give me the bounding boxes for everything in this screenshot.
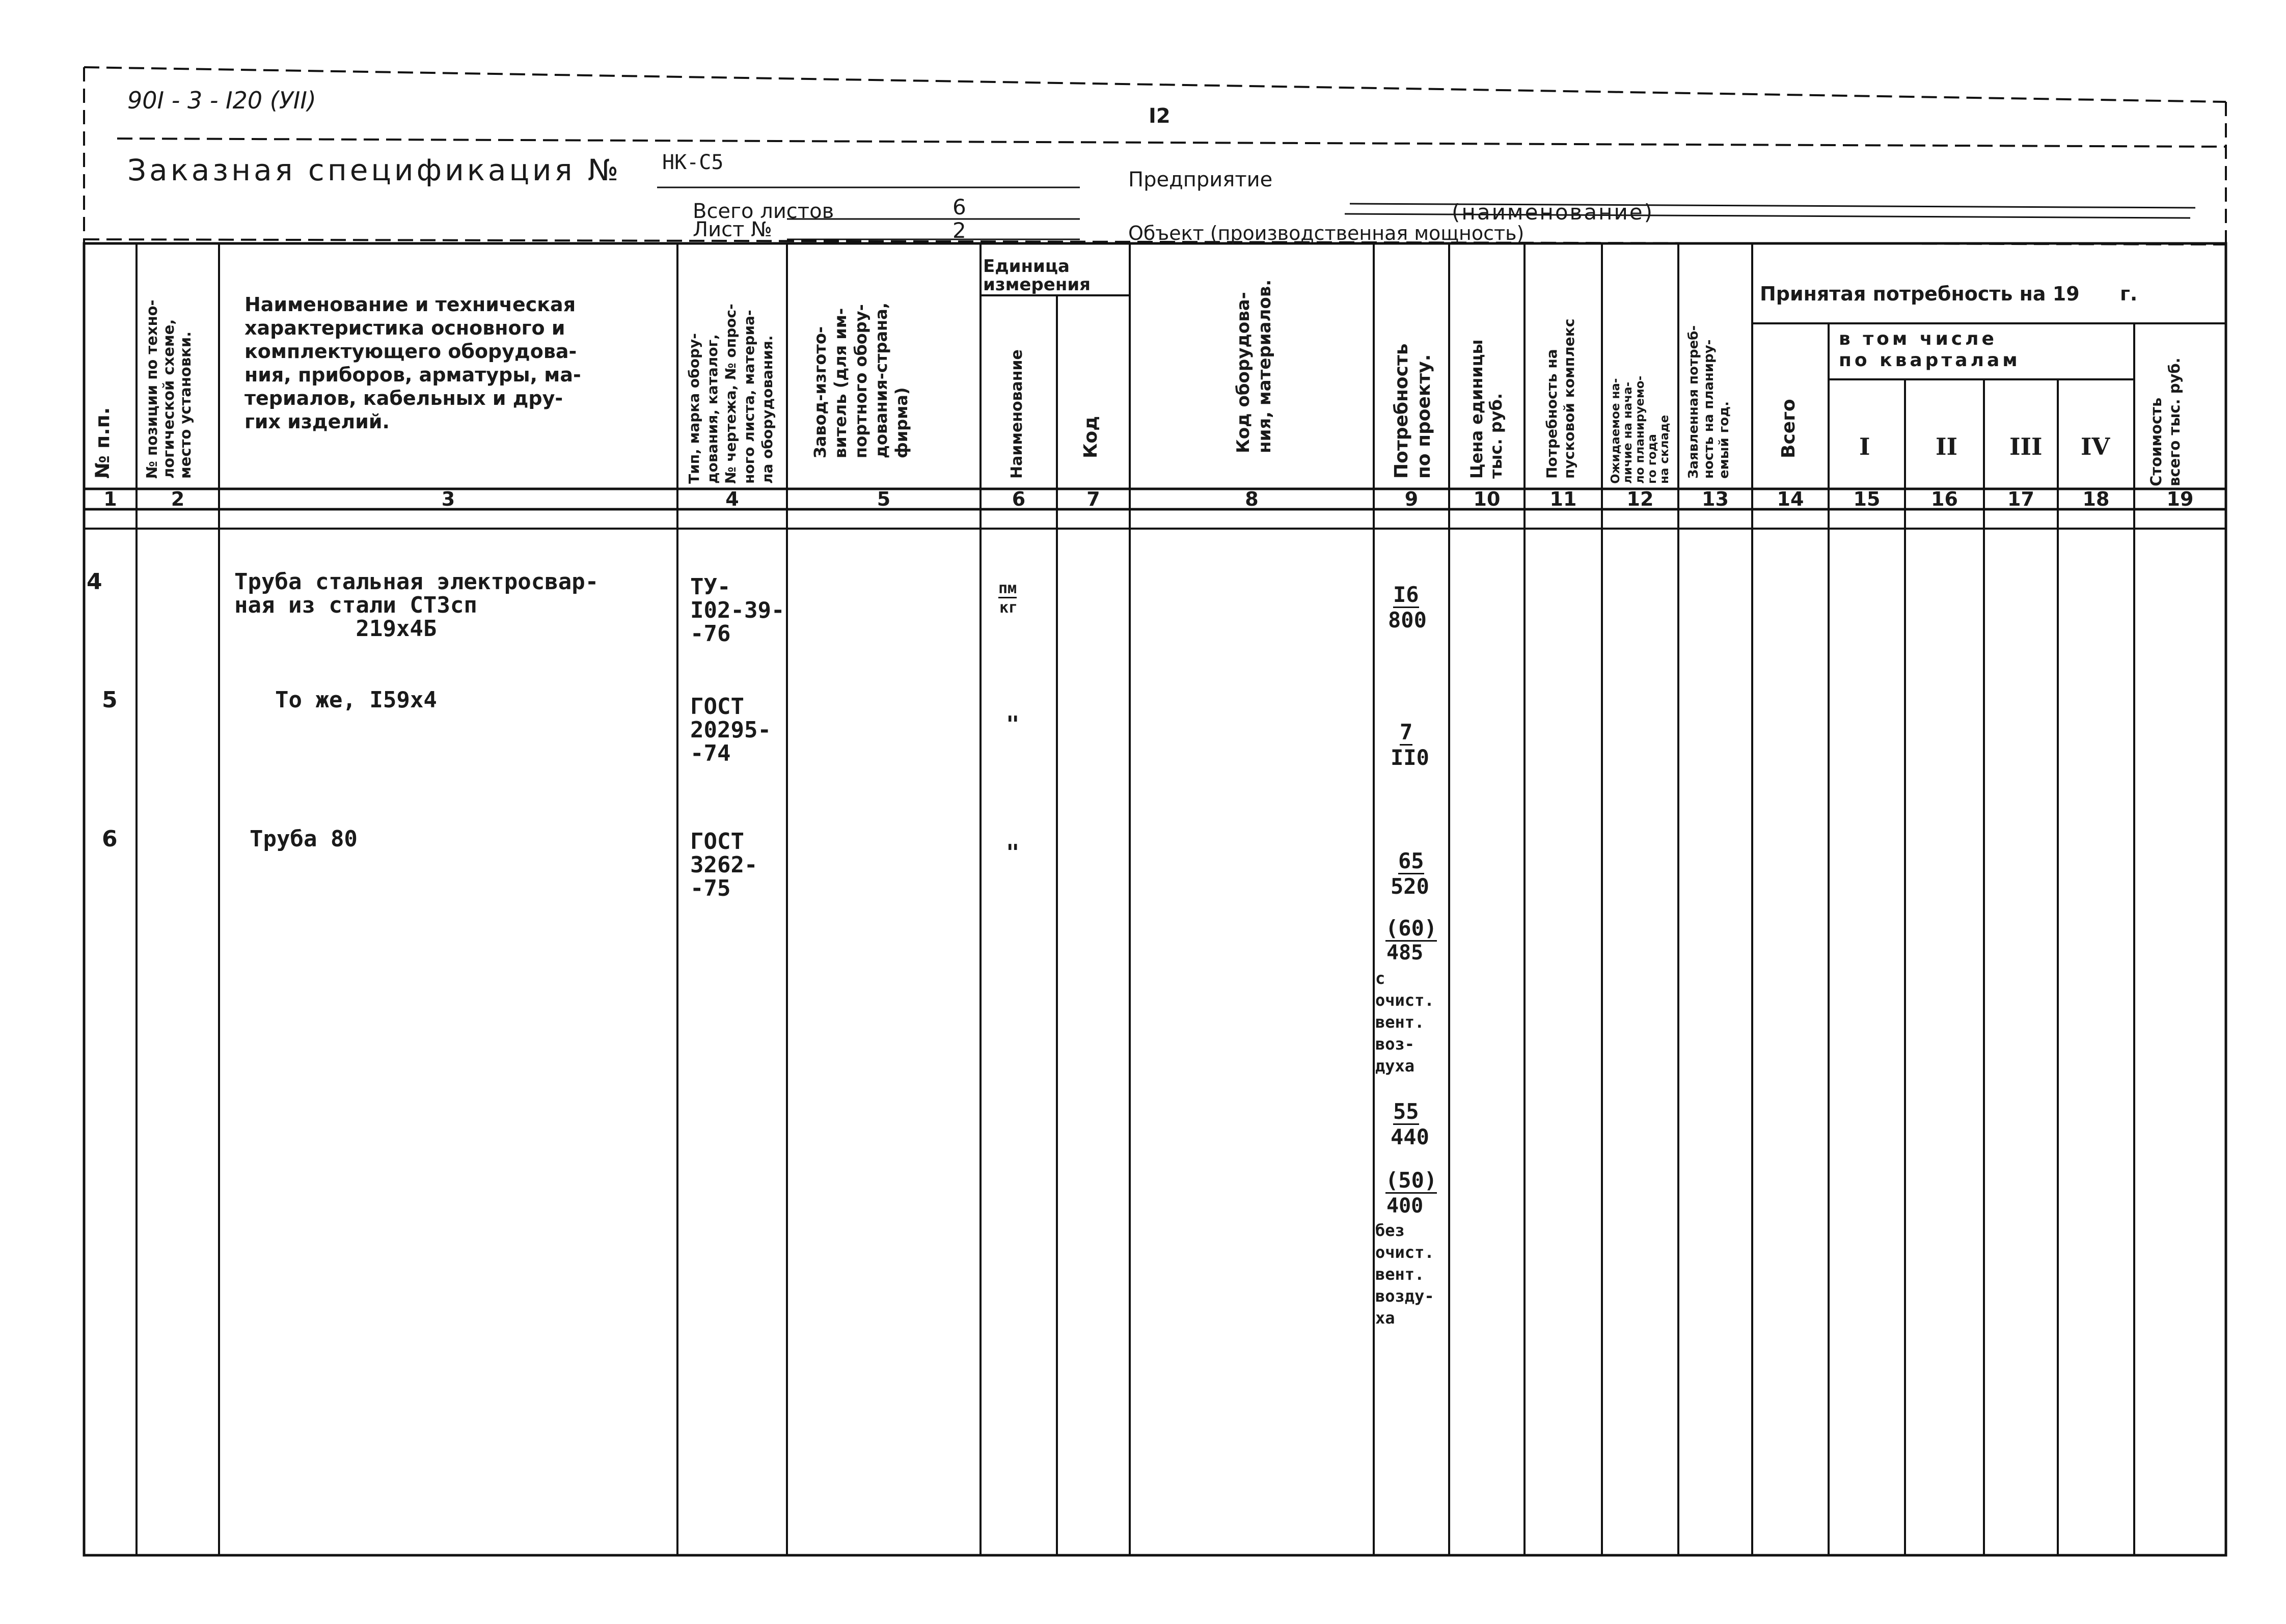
col-number-14: 14 — [1777, 488, 1804, 510]
row-number: 4 — [87, 569, 102, 595]
item-type: ТУ- I02-39- -76 — [690, 574, 785, 647]
header-c19: Стоимость всего тыс. руб. — [2147, 357, 2183, 486]
item-type: ГОСТ 20295- -74 — [690, 694, 771, 766]
header-q2: II — [1936, 433, 1958, 460]
header-c6: Наименование — [1008, 349, 1026, 479]
col-number-1: 1 — [103, 488, 117, 510]
need-top: I6 — [1393, 582, 1419, 607]
header-c8: Код оборудова- ния, материалов. — [1233, 279, 1275, 453]
item-name: Труба 80 — [250, 826, 358, 852]
unit: " — [1006, 711, 1020, 737]
note-without-cleaning: без очист. вент. возду- ха — [1375, 1221, 1434, 1328]
col-number-8: 8 — [1245, 488, 1259, 510]
header-q4: IV — [2081, 433, 2110, 460]
header-q3: III — [2009, 433, 2043, 460]
unit-top: пм — [998, 580, 1017, 597]
need-bottom: 520 — [1391, 874, 1429, 899]
unit-bottom: кг — [999, 599, 1018, 617]
header-c4: Тип, марка обору- дования, каталог, № чертежа, № опрос- ного листа, материа- ла оборудования. — [686, 304, 776, 484]
enterprise-label: Предприятие — [1128, 168, 1273, 191]
col-number-7: 7 — [1086, 488, 1100, 510]
header-c2: № позиции по техно- логической схеме, место установки. — [143, 299, 194, 479]
name-note: (наименование) — [1452, 200, 1654, 225]
header-c7: Код — [1080, 416, 1101, 458]
header-c13: Заявленная потреб- ность на планиру- емый год. — [1686, 325, 1732, 479]
header-c12: Ожидаемое на- личие на нача- ло планируемо- го года на складе — [1609, 375, 1671, 484]
header-quarters: в том числе по кварталам — [1839, 328, 2021, 371]
col-number-4: 4 — [725, 488, 739, 510]
col-number-18: 18 — [2082, 488, 2110, 510]
header-accepted: Принятая потребность на 19 г. — [1760, 283, 2138, 305]
col-number-19: 19 — [2166, 488, 2194, 510]
col-number-3: 3 — [441, 488, 455, 510]
doc-code: 90I - 3 - I20 (УII) — [127, 87, 316, 114]
object-label: Объект (производственная мощность) — [1128, 222, 1525, 244]
header-c11: Потребность на пусковой комплекс — [1543, 318, 1577, 479]
col-number-15: 15 — [1853, 488, 1881, 510]
row-number: 6 — [102, 826, 118, 852]
header-c3: Наименование и техническая характеристика основного и комплектующего оборудова- ния, приборов, арматуры, ма- териалов, кабельных и дру- гих изделий. — [244, 293, 581, 433]
form-title: Заказная спецификация № — [127, 153, 622, 187]
page-number: I2 — [1149, 104, 1171, 128]
col-number-10: 10 — [1473, 488, 1501, 510]
need-b-top: 55 — [1393, 1099, 1419, 1124]
need-alt-top: (60) — [1385, 916, 1437, 941]
col-number-16: 16 — [1931, 488, 1958, 510]
note-with-cleaning: с очист. вент. воз- духа — [1375, 969, 1434, 1076]
need-bottom: II0 — [1391, 745, 1429, 770]
need-top: 65 — [1398, 848, 1424, 873]
need-b-bottom: 440 — [1391, 1124, 1429, 1149]
col-number-9: 9 — [1404, 488, 1419, 510]
need-top: 7 — [1400, 720, 1413, 745]
col-number-11: 11 — [1549, 488, 1577, 510]
sheet-number: 2 — [953, 218, 966, 243]
need-c-bottom: 400 — [1386, 1194, 1424, 1218]
sheet-label: Лист № — [693, 218, 772, 241]
item-name: То же, I59х4 — [275, 687, 437, 713]
unit: " — [1006, 840, 1020, 866]
need-c-top: (50) — [1385, 1168, 1437, 1193]
col-number-13: 13 — [1702, 488, 1729, 510]
col-number-6: 6 — [1012, 488, 1026, 510]
row-number: 5 — [102, 687, 118, 713]
item-name: Труба стальная электросвар- ная из стали СТ3сп 219х4Б — [234, 569, 599, 642]
sheets-total: 6 — [953, 195, 966, 219]
header-q1: I — [1859, 433, 1870, 460]
header-c5: Завод-изгото- витель (для им- портного обору- дования-страна, фирма) — [810, 302, 911, 458]
header-c1: № п.п. — [91, 407, 114, 479]
col-number-12: 12 — [1626, 488, 1654, 510]
spec-number: НК-С5 — [662, 151, 724, 174]
header-c10: Цена единицы тыс. руб. — [1467, 339, 1506, 479]
item-type: ГОСТ 3262- -75 — [690, 829, 758, 901]
header-c14: Всего — [1778, 399, 1799, 458]
col-number-5: 5 — [877, 488, 891, 510]
header-c9: Потребность по проекту. — [1391, 343, 1434, 479]
need-bottom: 800 — [1388, 608, 1427, 632]
col-number-2: 2 — [171, 488, 185, 510]
header-c6-group: Единица измерения — [983, 256, 1091, 295]
col-number-17: 17 — [2007, 488, 2034, 510]
sheets-total-label: Всего листов — [693, 200, 834, 223]
need-alt-bottom: 485 — [1386, 941, 1424, 965]
